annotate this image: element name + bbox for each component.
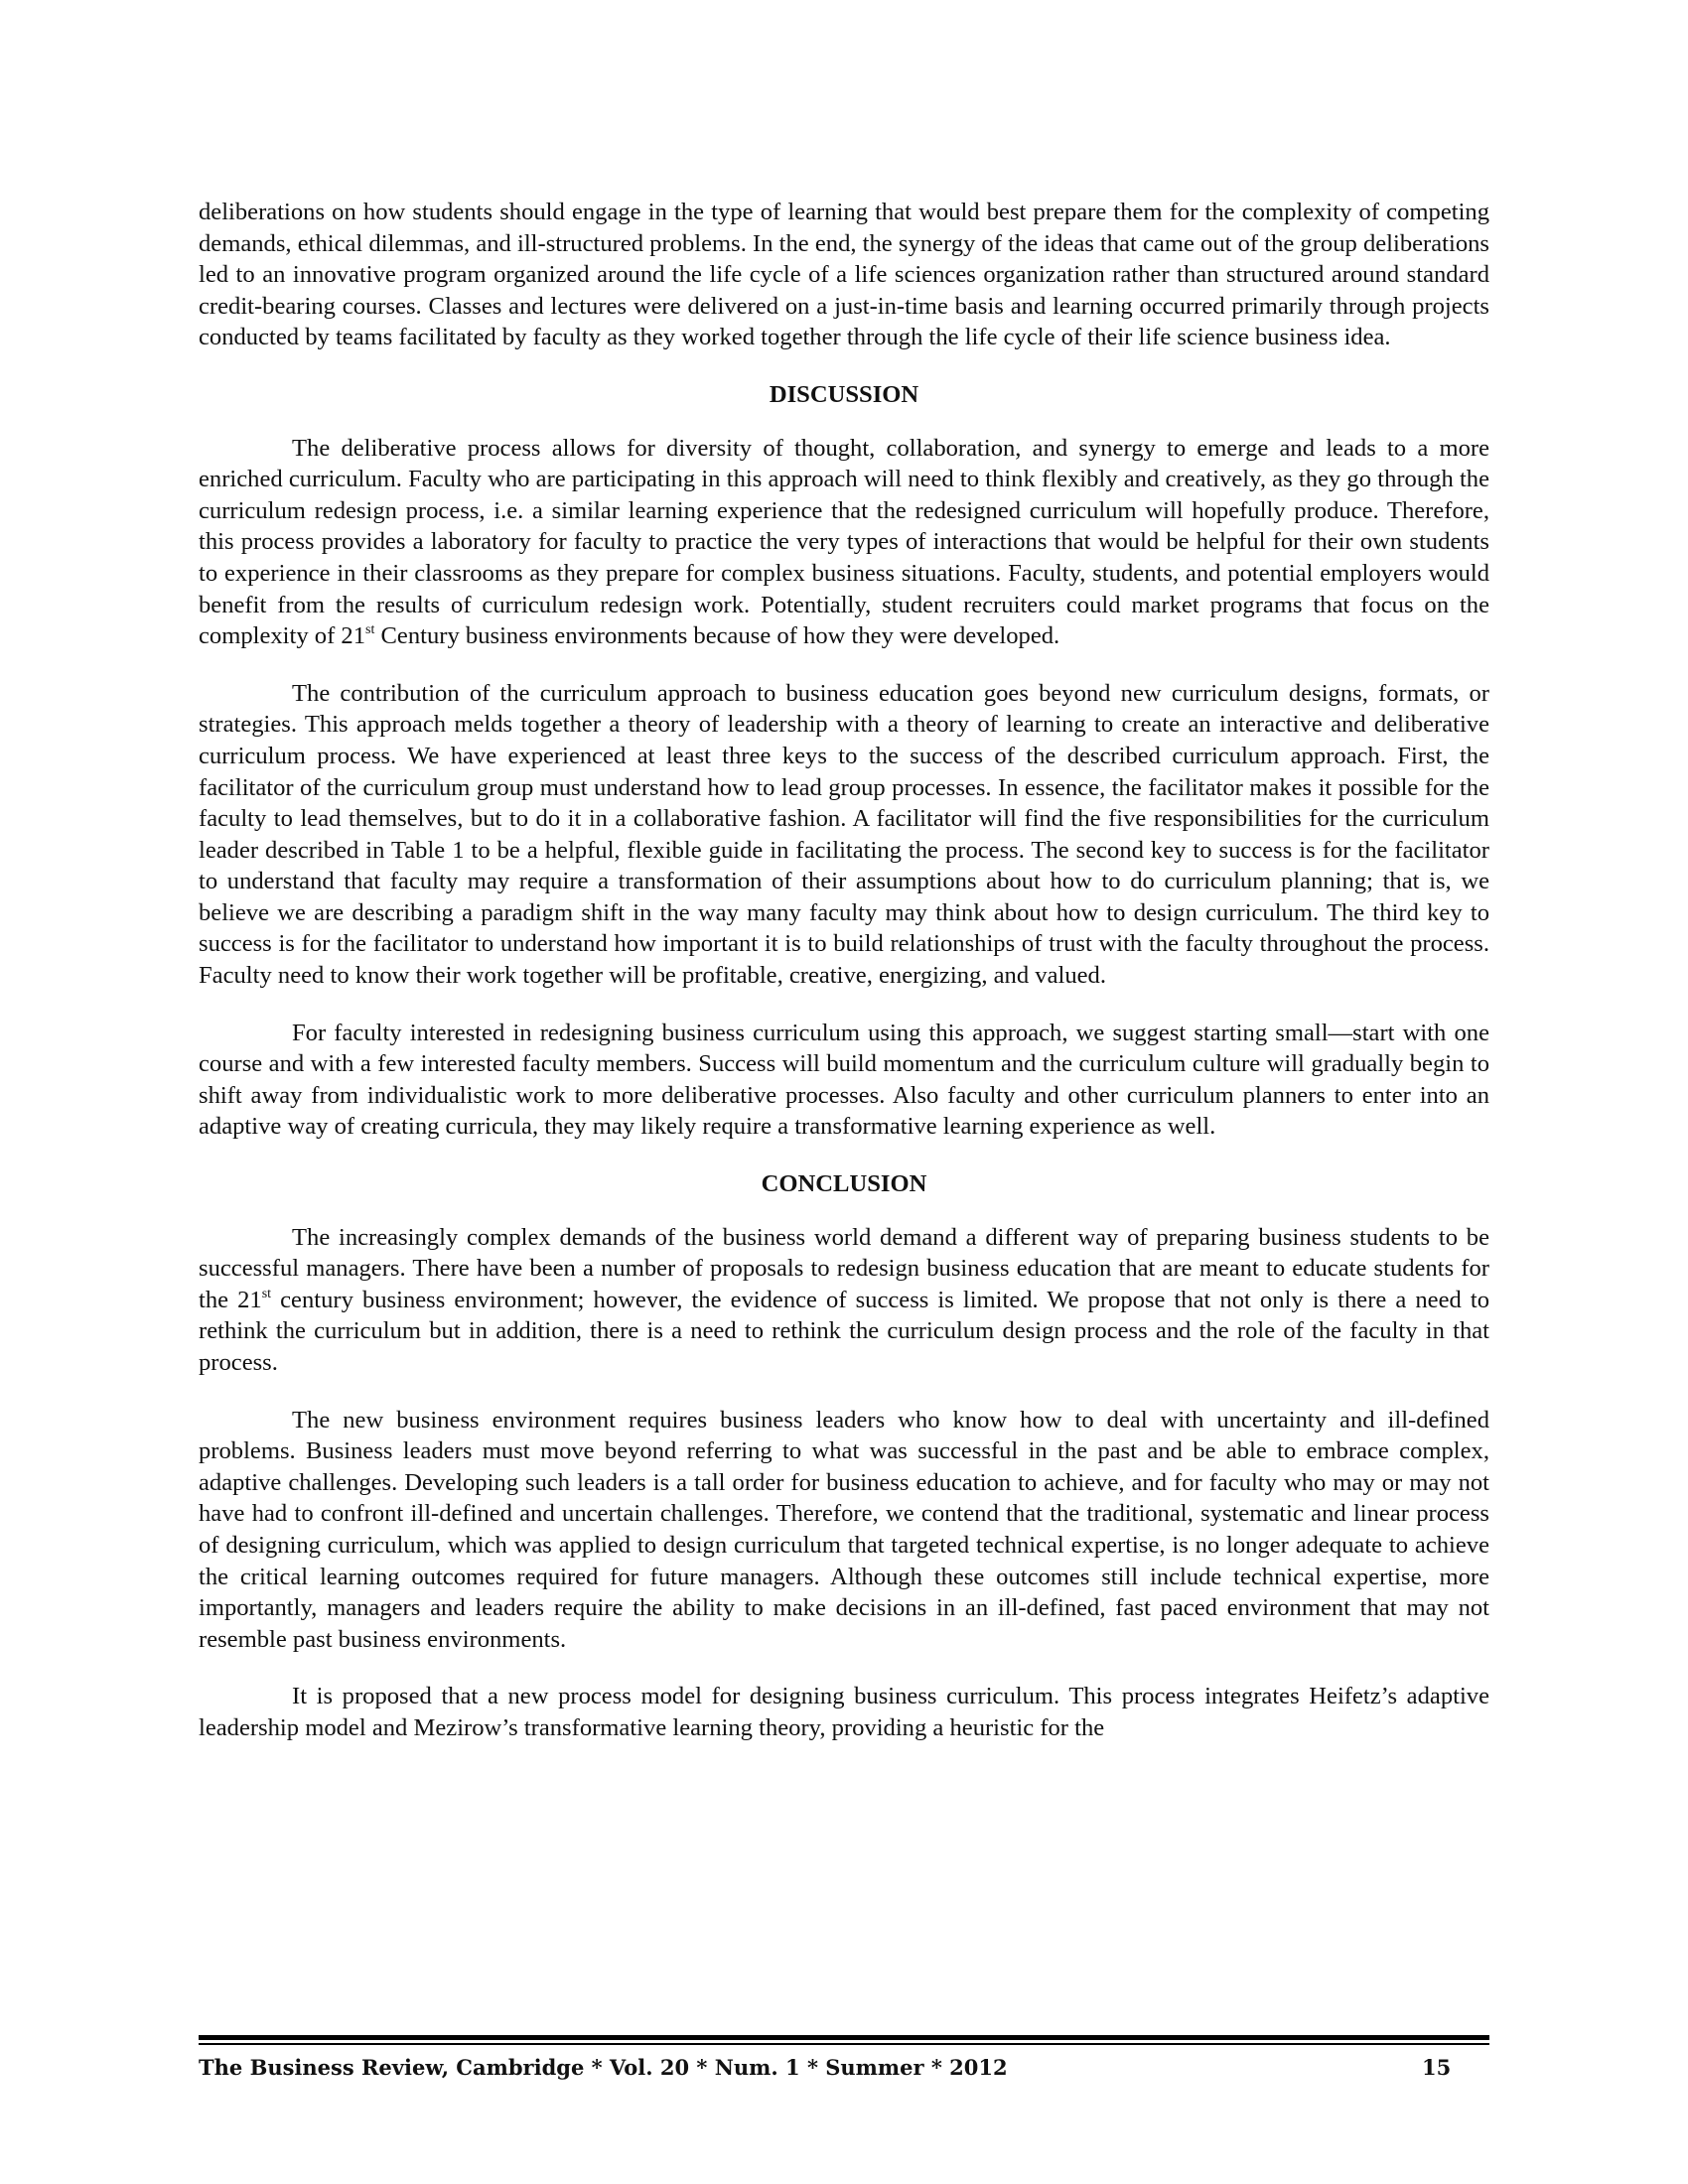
- conclusion-p1-text-a: The increasingly complex demands of the business world demand a different way of preparing business students to be successful managers. There have been a number of proposals to redesign business education that are meant to educate students for the 21: [199, 1223, 1489, 1313]
- conclusion-paragraph-3: It is proposed that a new process model for designing business curriculum. This process integrates Heifetz’s adaptive leadership model and Mezirow’s transformative learning theory, providing a heuristic for the: [199, 1683, 1489, 1741]
- discussion-p1-text-b: Century business environments because of how they were developed.: [374, 622, 1060, 650]
- page-body: [199, 197, 1489, 1770]
- discussion-paragraph-2: The contribution of the curriculum approach to business education goes beyond new curriculum designs, formats, or strategies. This approach melds together a theory of leadership with a theory of learning to create an interactive and deliberative curriculum process. We have experienced at least three keys to the success of the described curriculum approach. First, the facilitator of the curriculum group must understand how to lead group processes. In essence, the facilitator makes it possible for the faculty to lead themselves, but to do it in a collaborative fashion. A facilitator will find the five responsibilities for the curriculum leader described in Table 1 to be a helpful, flexible guide in facilitating the process. The second key to success is for the facilitator to understand that faculty may require a transformation of their assumptions about how to do curriculum planning; that is, we believe we are describing a paradigm shift in the way many faculty may think about how to design curriculum. The third key to success is for the facilitator to understand how important it is to build relationships of trust with the faculty throughout the process. Faculty need to know their work together will be profitable, creative, energizing, and valued.: [199, 679, 1489, 990]
- discussion-heading: DISCUSSION: [769, 380, 919, 408]
- conclusion-p1-text-b: century business environment; however, the evidence of success is limited. We propose that not only is there a need to rethink the curriculum but in addition, there is a need to rethink the curriculum design process and the role of the faculty in that process.: [199, 1286, 1490, 1376]
- footer-rule-thick: [199, 2035, 1489, 2040]
- conclusion-heading: CONCLUSION: [761, 1170, 927, 1198]
- page-footer: [199, 2051, 1489, 2083]
- conclusion-paragraph-1: [199, 1222, 1489, 1379]
- journal-citation: The Business Review, Cambridge * Vol. 20 * Num. 1 * Summer * 2012: [199, 2055, 1008, 2080]
- footer-rule-thin: [199, 2043, 1489, 2045]
- discussion-paragraph-1: [199, 433, 1489, 652]
- discussion-paragraph-3: For faculty interested in redesigning business curriculum using this approach, we suggest starting small—start with one course and with a few interested faculty members. Success will build momentum and the curriculum culture will gradually begin to shift away from individualistic work to more deliberative processes. Also faculty and other curriculum planners to enter into an adaptive way of creating curricula, they may likely require a transformative learning experience as well.: [199, 1019, 1489, 1141]
- page-number: 15: [1422, 2055, 1452, 2080]
- discussion-p1-text-a: The deliberative process allows for diversity of thought, collaboration, and synergy to emerge and leads to a more enriched curriculum. Faculty who are participating in this approach will need to think flexibly and creatively, as they go through the curriculum redesign process, i.e. a similar learning experience that the redesigned curriculum will hopefully produce. Therefore, this process provides a laboratory for faculty to practice the very types of interactions that would be helpful for their own students to experience in their classrooms as they prepare for complex business situations. Faculty, students, and potential employers would benefit from the results of curriculum redesign work. Potentially, student recruiters could market programs that focus on the complexity of 21: [199, 434, 1489, 650]
- superscript-st: st: [365, 622, 375, 638]
- superscript-st: st: [261, 1286, 272, 1301]
- conclusion-paragraph-2: The new business environment requires business leaders who know how to deal with uncertainty and ill-defined problems. Business leaders must move beyond referring to what was successful in the past and be able to embrace complex, adaptive challenges. Developing such leaders is a tall order for business education to achieve, and for faculty who may or may not have had to confront ill-defined and uncertain challenges. Therefore, we contend that the traditional, systematic and linear process of designing curriculum, which was applied to design curriculum that targeted technical expertise, is no longer adequate to achieve the critical learning outcomes required for future managers. Although these outcomes still include technical expertise, more importantly, managers and leaders require the ability to make decisions in an ill-defined, fast paced environment that may not resemble past business environments.: [199, 1406, 1489, 1653]
- paragraph-continued: deliberations on how students should engage in the type of learning that would best prepare them for the complexity of competing demands, ethical dilemmas, and ill-structured problems. In the end, the synergy of the ideas that came out of the group deliberations led to an innovative program organized around the life cycle of a life sciences organization rather than structured around standard credit-bearing courses. Classes and lectures were delivered on a just-in-time basis and learning occurred primarily through projects conducted by teams facilitated by faculty as they worked together through the life cycle of their life science business idea.: [199, 199, 1489, 351]
